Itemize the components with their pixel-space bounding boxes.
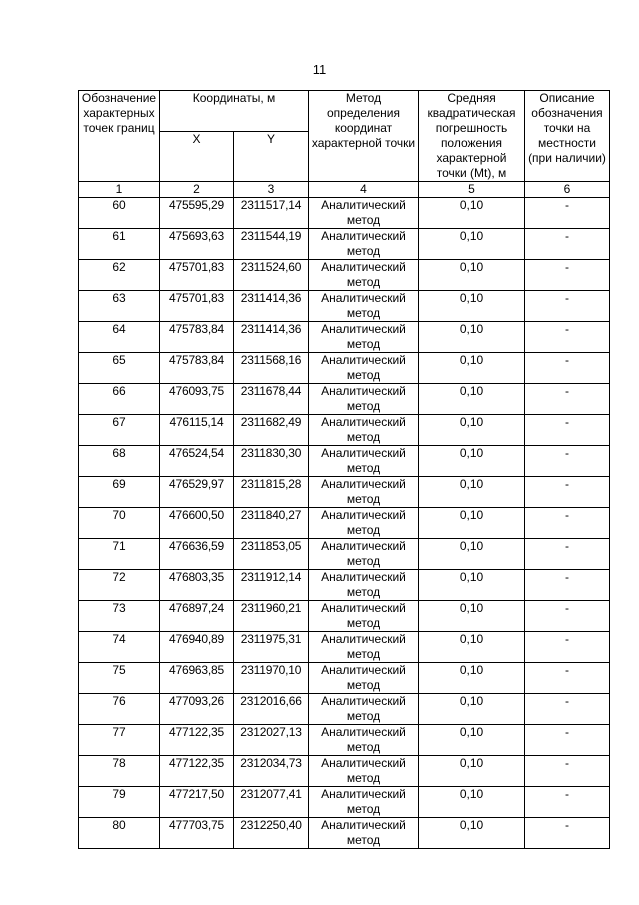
method-value: Аналитический метод	[309, 632, 419, 663]
point-number: 80	[79, 818, 160, 849]
point-number: 74	[79, 632, 160, 663]
y-coordinate: 2311414,36	[234, 322, 309, 353]
method-value: Аналитический метод	[309, 694, 419, 725]
accuracy-value: 0,10	[419, 508, 525, 539]
column-number: 1	[79, 182, 160, 198]
method-value: Аналитический метод	[309, 260, 419, 291]
y-coordinate: 2311524,60	[234, 260, 309, 291]
point-number: 68	[79, 446, 160, 477]
accuracy-value: 0,10	[419, 694, 525, 725]
accuracy-value: 0,10	[419, 322, 525, 353]
table-row	[79, 260, 610, 291]
point-number: 60	[79, 198, 160, 229]
description-value: -	[525, 508, 610, 539]
x-coordinate: 475701,83	[160, 291, 234, 322]
table-row	[79, 508, 610, 539]
table-row	[79, 322, 610, 353]
x-coordinate: 476600,50	[160, 508, 234, 539]
table-header-row	[79, 91, 610, 132]
y-coordinate: 2311830,30	[234, 446, 309, 477]
accuracy-value: 0,10	[419, 601, 525, 632]
page-number: 11	[312, 62, 327, 77]
x-coordinate: 475783,84	[160, 353, 234, 384]
y-coordinate: 2312027,13	[234, 725, 309, 756]
description-value: -	[525, 384, 610, 415]
table-row	[79, 353, 610, 384]
description-value: -	[525, 570, 610, 601]
table-row	[79, 725, 610, 756]
table-row	[79, 229, 610, 260]
method-value: Аналитический метод	[309, 322, 419, 353]
description-value: -	[525, 539, 610, 570]
point-number: 78	[79, 756, 160, 787]
y-coordinate: 2311975,31	[234, 632, 309, 663]
header-description: Описание обозначения точки на местности (при наличии)	[525, 91, 610, 182]
description-value: -	[525, 291, 610, 322]
description-value: -	[525, 601, 610, 632]
table-row	[79, 632, 610, 663]
point-number: 75	[79, 663, 160, 694]
point-number: 66	[79, 384, 160, 415]
x-coordinate: 476636,59	[160, 539, 234, 570]
point-number: 72	[79, 570, 160, 601]
table-row	[79, 818, 610, 849]
y-coordinate: 2311544,19	[234, 229, 309, 260]
y-coordinate: 2312250,40	[234, 818, 309, 849]
description-value: -	[525, 322, 610, 353]
accuracy-value: 0,10	[419, 756, 525, 787]
method-value: Аналитический метод	[309, 663, 419, 694]
method-value: Аналитический метод	[309, 787, 419, 818]
y-coordinate: 2311970,10	[234, 663, 309, 694]
method-value: Аналитический метод	[309, 539, 419, 570]
description-value: -	[525, 477, 610, 508]
column-number: 4	[309, 182, 419, 198]
method-value: Аналитический метод	[309, 229, 419, 260]
accuracy-value: 0,10	[419, 632, 525, 663]
accuracy-value: 0,10	[419, 663, 525, 694]
accuracy-value: 0,10	[419, 198, 525, 229]
method-value: Аналитический метод	[309, 291, 419, 322]
table-row	[79, 415, 610, 446]
method-value: Аналитический метод	[309, 818, 419, 849]
x-coordinate: 475701,83	[160, 260, 234, 291]
table-row	[79, 601, 610, 632]
description-value: -	[525, 198, 610, 229]
column-number: 2	[160, 182, 234, 198]
accuracy-value: 0,10	[419, 539, 525, 570]
table-row	[79, 384, 610, 415]
point-number: 64	[79, 322, 160, 353]
y-coordinate: 2311912,14	[234, 570, 309, 601]
method-value: Аналитический метод	[309, 725, 419, 756]
description-value: -	[525, 663, 610, 694]
y-coordinate: 2311682,49	[234, 415, 309, 446]
point-number: 62	[79, 260, 160, 291]
header-designation: Обозначение характерных точек границ	[79, 91, 160, 182]
description-value: -	[525, 446, 610, 477]
table-row	[79, 477, 610, 508]
column-number: 5	[419, 182, 525, 198]
x-coordinate: 475693,63	[160, 229, 234, 260]
x-coordinate: 476940,89	[160, 632, 234, 663]
description-value: -	[525, 229, 610, 260]
table-row	[79, 787, 610, 818]
header-y: Y	[234, 132, 309, 182]
point-number: 63	[79, 291, 160, 322]
table-row	[79, 291, 610, 322]
x-coordinate: 476963,85	[160, 663, 234, 694]
y-coordinate: 2311960,21	[234, 601, 309, 632]
description-value: -	[525, 818, 610, 849]
method-value: Аналитический метод	[309, 570, 419, 601]
header-coordinates: Координаты, м	[160, 91, 309, 132]
y-coordinate: 2312077,41	[234, 787, 309, 818]
header-accuracy: Средняя квадратическая погрешность положения характерной точки (Mt), м	[419, 91, 525, 182]
x-coordinate: 475595,29	[160, 198, 234, 229]
accuracy-value: 0,10	[419, 384, 525, 415]
x-coordinate: 477093,26	[160, 694, 234, 725]
y-coordinate: 2311678,44	[234, 384, 309, 415]
x-coordinate: 476529,97	[160, 477, 234, 508]
method-value: Аналитический метод	[309, 756, 419, 787]
description-value: -	[525, 725, 610, 756]
y-coordinate: 2312016,66	[234, 694, 309, 725]
point-number: 70	[79, 508, 160, 539]
boundary-points-table	[78, 90, 610, 849]
table-row	[79, 539, 610, 570]
x-coordinate: 476524,54	[160, 446, 234, 477]
table-row	[79, 446, 610, 477]
x-coordinate: 477217,50	[160, 787, 234, 818]
description-value: -	[525, 353, 610, 384]
header-x: X	[160, 132, 234, 182]
header-method: Метод определения координат характерной точки	[309, 91, 419, 182]
x-coordinate: 476115,14	[160, 415, 234, 446]
x-coordinate: 476897,24	[160, 601, 234, 632]
accuracy-value: 0,10	[419, 291, 525, 322]
table-row	[79, 570, 610, 601]
table-row	[79, 663, 610, 694]
accuracy-value: 0,10	[419, 570, 525, 601]
y-coordinate: 2311414,36	[234, 291, 309, 322]
table-row	[79, 756, 610, 787]
x-coordinate: 476803,35	[160, 570, 234, 601]
accuracy-value: 0,10	[419, 229, 525, 260]
accuracy-value: 0,10	[419, 260, 525, 291]
description-value: -	[525, 260, 610, 291]
point-number: 69	[79, 477, 160, 508]
accuracy-value: 0,10	[419, 818, 525, 849]
y-coordinate: 2312034,73	[234, 756, 309, 787]
accuracy-value: 0,10	[419, 446, 525, 477]
y-coordinate: 2311815,28	[234, 477, 309, 508]
x-coordinate: 477122,35	[160, 756, 234, 787]
point-number: 65	[79, 353, 160, 384]
column-number: 3	[234, 182, 309, 198]
point-number: 71	[79, 539, 160, 570]
table-row	[79, 198, 610, 229]
x-coordinate: 477703,75	[160, 818, 234, 849]
accuracy-value: 0,10	[419, 725, 525, 756]
method-value: Аналитический метод	[309, 198, 419, 229]
accuracy-value: 0,10	[419, 415, 525, 446]
point-number: 61	[79, 229, 160, 260]
point-number: 73	[79, 601, 160, 632]
accuracy-value: 0,10	[419, 477, 525, 508]
x-coordinate: 477122,35	[160, 725, 234, 756]
description-value: -	[525, 415, 610, 446]
method-value: Аналитический метод	[309, 353, 419, 384]
method-value: Аналитический метод	[309, 508, 419, 539]
description-value: -	[525, 756, 610, 787]
y-coordinate: 2311853,05	[234, 539, 309, 570]
column-number-row	[79, 182, 610, 198]
point-number: 77	[79, 725, 160, 756]
accuracy-value: 0,10	[419, 353, 525, 384]
description-value: -	[525, 632, 610, 663]
column-number: 6	[525, 182, 610, 198]
description-value: -	[525, 694, 610, 725]
accuracy-value: 0,10	[419, 787, 525, 818]
method-value: Аналитический метод	[309, 601, 419, 632]
point-number: 67	[79, 415, 160, 446]
table-row	[79, 694, 610, 725]
description-value: -	[525, 787, 610, 818]
method-value: Аналитический метод	[309, 446, 419, 477]
x-coordinate: 476093,75	[160, 384, 234, 415]
point-number: 76	[79, 694, 160, 725]
point-number: 79	[79, 787, 160, 818]
method-value: Аналитический метод	[309, 415, 419, 446]
method-value: Аналитический метод	[309, 384, 419, 415]
y-coordinate: 2311568,16	[234, 353, 309, 384]
x-coordinate: 475783,84	[160, 322, 234, 353]
method-value: Аналитический метод	[309, 477, 419, 508]
y-coordinate: 2311840,27	[234, 508, 309, 539]
y-coordinate: 2311517,14	[234, 198, 309, 229]
